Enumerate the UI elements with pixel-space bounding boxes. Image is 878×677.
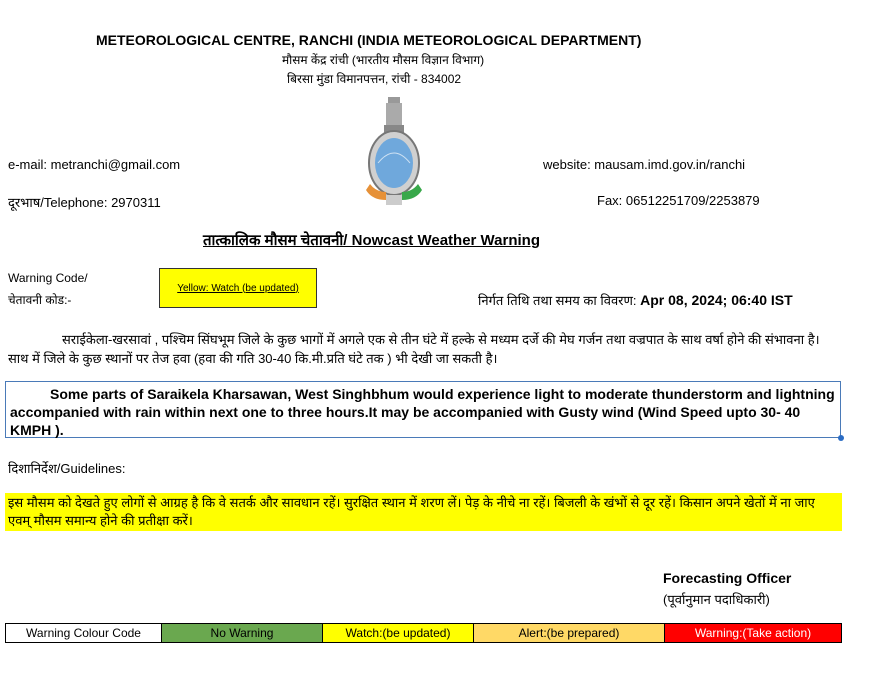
document-heading: तात्कालिक मौसम चेतावनी/ Nowcast Weather Warning bbox=[203, 232, 540, 249]
warning-message-english-text: Some parts of Saraikela Kharsawan, West Singhbhum would experience light to moderate thunderstorm and lightning accompanied with rain within next one to three hours.It may be accompanied with Gusty wind (Wind Speed upto 30- 40 KMPH ). bbox=[10, 386, 835, 438]
office-title: METEOROLOGICAL CENTRE, RANCHI (INDIA METEOROLOGICAL DEPARTMENT) bbox=[96, 32, 642, 48]
colour-code-alert: Alert:(be prepared) bbox=[474, 624, 665, 642]
warning-code-label-hindi: चेतावनी कोड:- bbox=[8, 293, 72, 307]
resize-handle[interactable] bbox=[838, 435, 844, 441]
email-contact[interactable]: e-mail: metranchi@gmail.com bbox=[8, 157, 181, 172]
website-link[interactable]: website: mausam.imd.gov.in/ranchi bbox=[543, 157, 746, 172]
issue-datetime-value: Apr 08, 2024; 06:40 IST bbox=[640, 292, 793, 308]
fax-contact: Fax: 06512251709/2253879 bbox=[597, 193, 760, 208]
warning-message-hindi: सराईकेला-खरसावां , पश्चिम सिंघभूम जिले के कुछ भागों में अगले एक से तीन घंटे में हल्के से मध्यम दर्जे की मेघ गर्जन तथा वज्रपात के साथ वर्षा होने की संभावना है। साथ में जिले के कुछ स्थानों पर तेज हवा (हवा की गति 30-40 कि.मी.प्रति घंटे तक ) भी देखी जा सकती है। bbox=[8, 332, 820, 366]
guidelines-label: दिशानिर्देश/Guidelines: bbox=[8, 461, 126, 476]
signature-title-hindi: (पूर्वानुमान पदाधिकारी) bbox=[663, 592, 770, 607]
issue-datetime bbox=[478, 291, 793, 309]
colour-code-no-warning: No Warning bbox=[162, 624, 323, 642]
warning-colour-code-table bbox=[5, 623, 842, 643]
telephone-contact: दूरभाष/Telephone: 2970311 bbox=[8, 195, 161, 210]
warning-code-label: Warning Code/ bbox=[8, 271, 88, 285]
issue-datetime-label: निर्गत तिथि तथा समय का विवरण: bbox=[478, 293, 637, 308]
colour-code-warning: Warning:(Take action) bbox=[665, 624, 841, 642]
warning-message-english[interactable] bbox=[5, 381, 841, 438]
office-address: बिरसा मुंडा विमानपत्तन, रांची - 834002 bbox=[287, 72, 462, 86]
colour-code-watch: Watch:(be updated) bbox=[323, 624, 474, 642]
office-title-hindi: मौसम केंद्र रांची (भारतीय मौसम विज्ञान विभाग) bbox=[282, 53, 485, 67]
imd-emblem-icon bbox=[362, 95, 426, 210]
guidelines-text: इस मौसम को देखते हुए लोगों से आग्रह है कि वे सतर्क और सावधान रहें। सुरक्षित स्थान में शरण लें। पेड़ के नीचे ना रहें। बिजली के खंभों से दूर रहें। किसान अपने खेतों में ना जाए एवम् मौसम समान्य होने की प्रतीक्षा करें। bbox=[5, 493, 842, 531]
signature-title: Forecasting Officer bbox=[663, 570, 792, 586]
colour-code-header: Warning Colour Code bbox=[6, 624, 162, 642]
warning-code-badge: Yellow: Watch (be updated) bbox=[159, 268, 317, 308]
